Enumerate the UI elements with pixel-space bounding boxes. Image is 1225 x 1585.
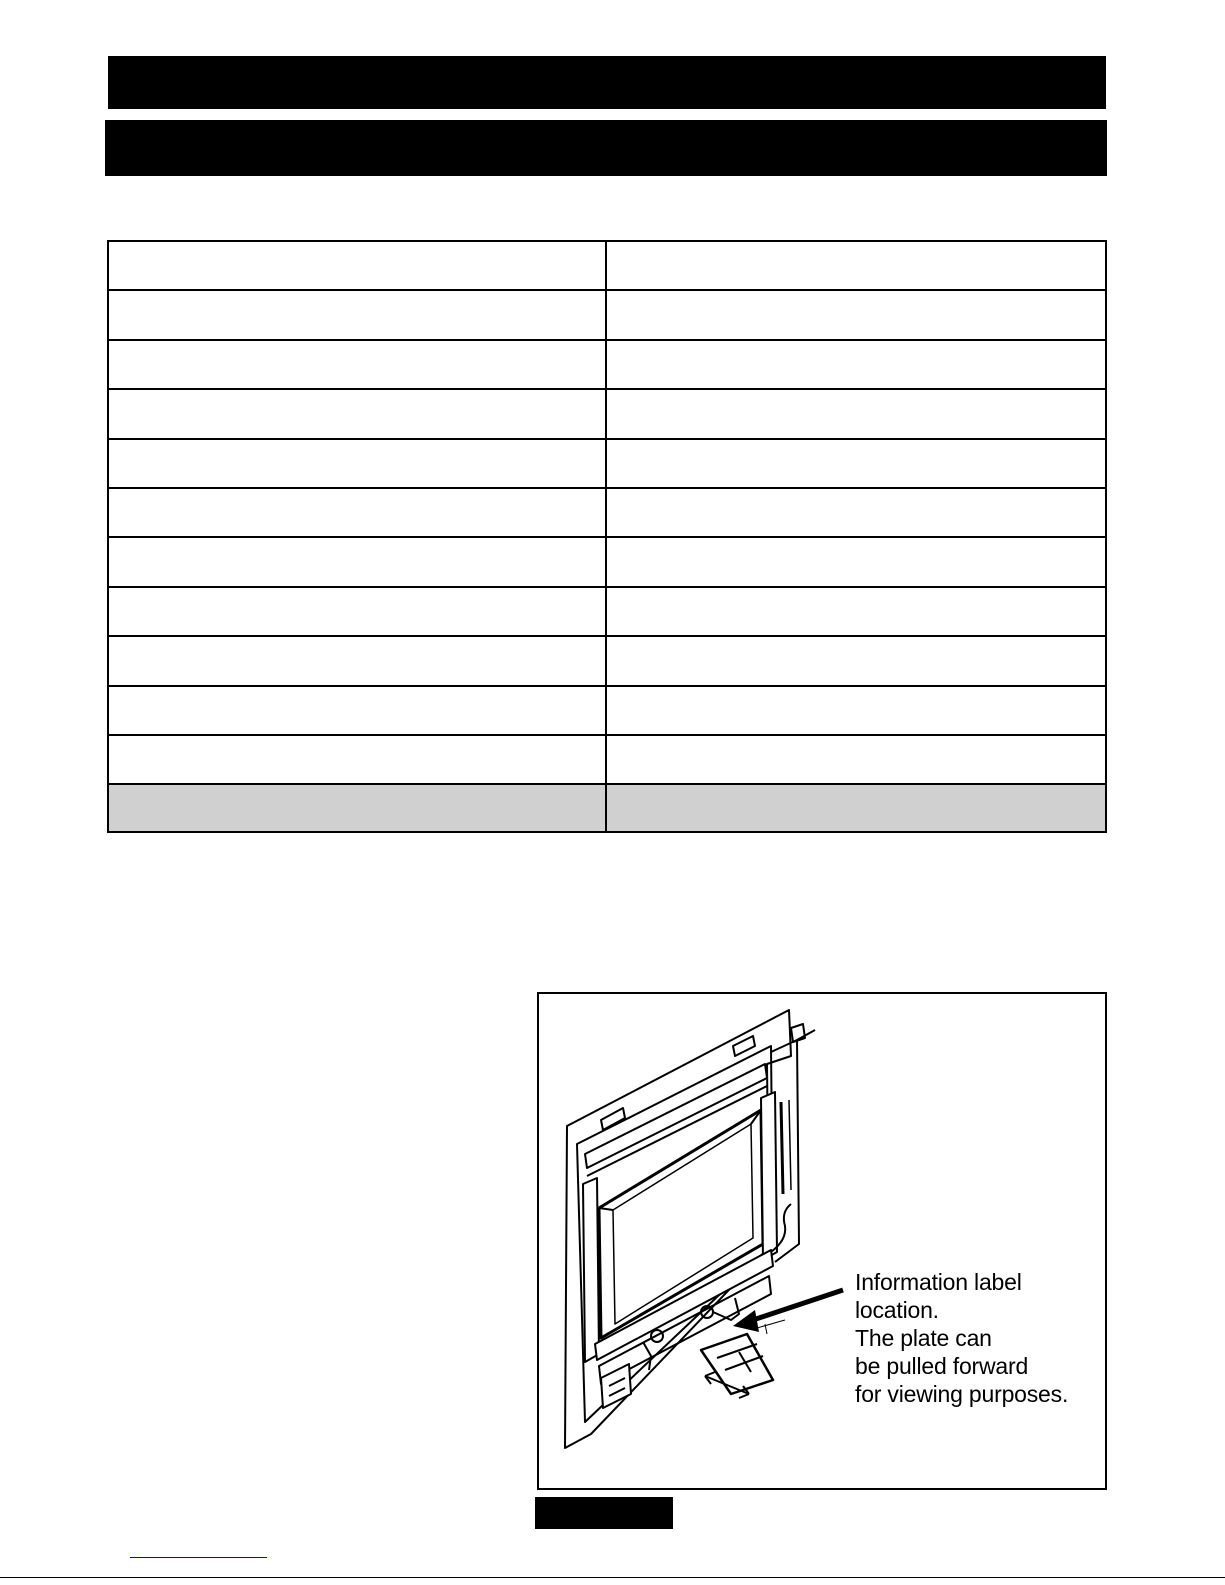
table-row <box>109 390 1105 439</box>
callout-line-1: Information label <box>855 1269 1022 1295</box>
specification-table <box>107 240 1107 833</box>
callout-line-2: location. <box>855 1297 939 1323</box>
header-title-bar <box>108 56 1106 109</box>
figure-caption-block <box>535 1497 673 1529</box>
table-column-divider <box>605 489 607 536</box>
fireplace-illustration <box>539 994 1105 1488</box>
footer-link[interactable] <box>130 1557 267 1558</box>
callout-line-5: for viewing purposes. <box>855 1381 1069 1407</box>
table-row <box>109 291 1105 340</box>
callout-arrow-icon <box>733 1290 843 1332</box>
table-column-divider <box>605 736 607 783</box>
table-row <box>109 588 1105 637</box>
table-column-divider <box>605 588 607 635</box>
table-column-divider <box>605 440 607 487</box>
table-row <box>109 242 1105 291</box>
table-column-divider <box>605 341 607 388</box>
table-row <box>109 736 1105 785</box>
callout-line-3: The plate can <box>855 1325 992 1351</box>
table-row <box>109 785 1105 831</box>
table-column-divider <box>605 291 607 338</box>
table-row <box>109 538 1105 587</box>
table-row <box>109 637 1105 686</box>
table-column-divider <box>605 637 607 684</box>
table-column-divider <box>605 687 607 734</box>
callout-line-4: be pulled forward <box>855 1353 1029 1379</box>
table-column-divider <box>605 785 607 831</box>
footer-rule <box>0 1577 1225 1578</box>
table-row <box>109 687 1105 736</box>
table-row <box>109 341 1105 390</box>
table-column-divider <box>605 538 607 585</box>
section-title-bar <box>105 120 1107 176</box>
information-label-callout <box>855 1268 1068 1408</box>
table-column-divider <box>605 242 607 289</box>
table-row <box>109 489 1105 538</box>
table-row <box>109 440 1105 489</box>
table-column-divider <box>605 390 607 437</box>
appliance-figure <box>537 992 1107 1490</box>
